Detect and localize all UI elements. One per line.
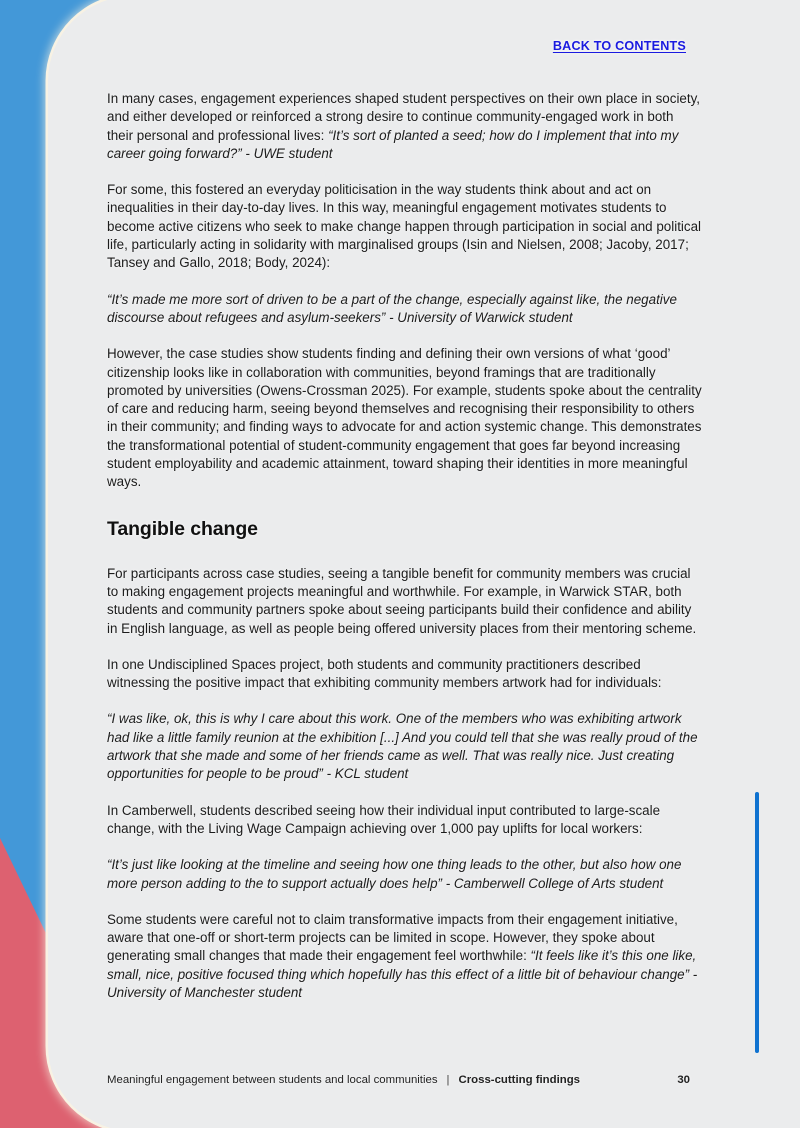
back-to-contents-link[interactable]: BACK TO CONTENTS (552, 39, 686, 53)
paragraph (107, 90, 703, 163)
quote-paragraph (107, 710, 703, 783)
paragraph (107, 802, 703, 839)
page-footer (107, 1074, 701, 1086)
quote-paragraph (107, 291, 703, 328)
article (107, 90, 703, 1020)
paragraph (107, 656, 703, 693)
paragraph (107, 565, 703, 638)
right-margin-rule (755, 792, 759, 1053)
footer-section-name: Cross-cutting findings (458, 1074, 581, 1086)
section-heading: Tangible change (107, 517, 258, 540)
quote-text: “I was like, ok, this is why I care about this work. One of the members who was exhibiting artwork had like a little family reunion at the exhibition [...] And you could tell that she was really proud of the artwork that she made and some of her friends came as well. That was really nice. Just creating opportunities for people to be proud” - KCL student (107, 711, 698, 782)
body-text: Some students were careful not to claim transformative impacts from their engagement initiative, aware that one-off or short-term projects can be limited in scope. However, they spoke about generating small changes that made their engagement feel worthwhile: (107, 911, 678, 964)
page-number: 30 (677, 1074, 690, 1086)
quote-paragraph (107, 856, 703, 893)
body-text: In one Undisciplined Spaces project, both students and community practitioners described witnessing the positive impact that exhibiting community members artwork had for individuals: (107, 656, 662, 691)
paragraph (107, 181, 703, 272)
body-text: For participants across case studies, seeing a tangible benefit for community members was crucial to making engagement projects meaningful and worthwhile. For example, in Warwick STAR, both students and community partners spoke about seeing participants build their confidence and ability in English language, as well as people being offered university places from their mentoring scheme. (107, 565, 697, 636)
body-text: In many cases, engagement experiences shaped student perspectives on their own place in society, and either developed or reinforced a strong desire to continue community-engaged work in both their personal and professional lives: (107, 91, 701, 143)
footer-separator: | (446, 1074, 450, 1086)
body-text: However, the case studies show students finding and defining their own versions of what ‘good’ citizenship looks like in collaboration with communities, beyond framings that are traditionally promoted by universities (Owens-Crossman 2025). For example, students spoke about the centrality of care and reducing harm, seeing beyond themselves and recognising their responsibility to others in their community; and finding ways to advocate for and action systemic change. This demonstrates the transformational potential of student-community engagement that goes far beyond increasing student employability and academic attainment, toward shaping their identities in more meaningful ways. (107, 346, 702, 490)
quote-text: “It’s just like looking at the timeline and seeing how one thing leads to the other, but also how one more person adding to the to support actually does help” - Camberwell College of Arts student (107, 857, 682, 891)
paragraph (107, 345, 703, 491)
paragraph (107, 911, 703, 1002)
quote-text: “It feels like it’s this one like, small, nice, positive focused thing which hopefully has this effect of a little bit of behaviour change” - University of Manchester student (107, 948, 698, 1000)
quote-text: “It’s sort of planted a seed; how do I implement that into my career going forward?” - UWE student (107, 127, 679, 161)
footer-report-title: Meaningful engagement between students and local communities (107, 1074, 438, 1086)
quote-text: “It’s made me more sort of driven to be a part of the change, especially against like, the negative discourse about refugees and asylum-seekers” - University of Warwick student (107, 291, 677, 325)
body-text: For some, this fostered an everyday politicisation in the way students think about and act on inequalities in their day-to-day lives. In this way, meaningful engagement motivates students to become active citizens who seek to make change happen through participation in social and political life, particularly acting in solidarity with marginalised groups (Isin and Nielsen, 2008; Jacoby, 2017; Tansey and Gallo, 2018; Body, 2024): (107, 182, 702, 271)
body-text: In Camberwell, students described seeing how their individual input contributed to large-scale change, with the Living Wage Campaign achieving over 1,000 pay uplifts for local workers: (107, 802, 661, 836)
